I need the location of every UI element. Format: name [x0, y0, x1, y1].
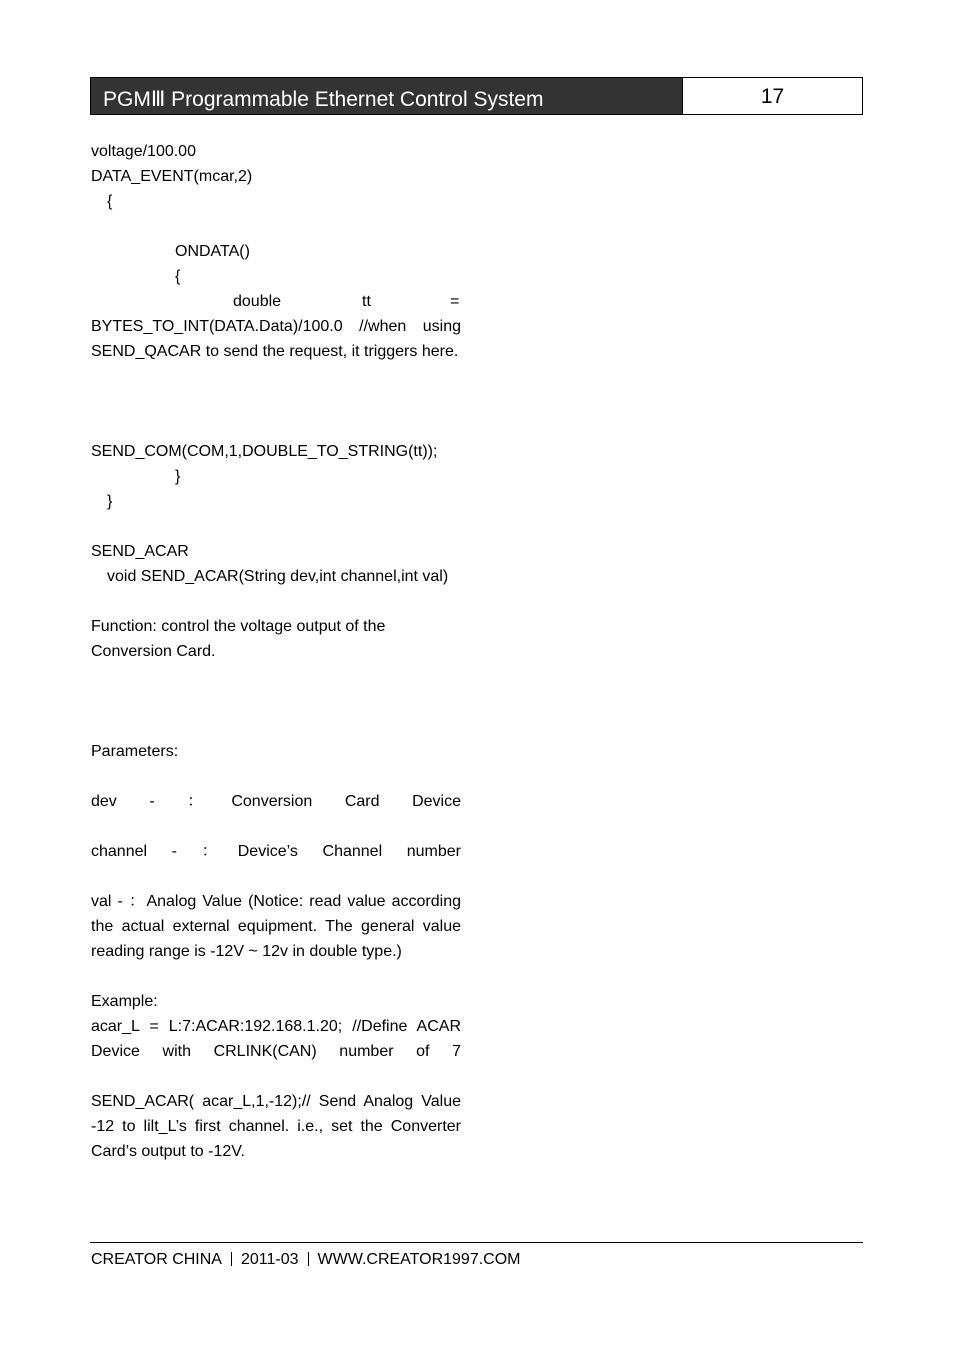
parameters-heading: Parameters: — [91, 743, 179, 760]
page-header — [90, 77, 863, 115]
code-line: { — [107, 193, 113, 210]
footer-separator — [308, 1252, 309, 1266]
code-token: double — [233, 293, 282, 310]
code-line: { — [175, 268, 181, 285]
parameter-dev: dev - ：Conversion Card Device — [91, 793, 461, 810]
code-token: = — [450, 293, 460, 310]
footer-separator — [231, 1252, 232, 1266]
page-number: 17 — [682, 78, 862, 114]
code-paragraph: BYTES_TO_INT(DATA.Data)/100.0 //when using SEND_QACAR to send the request, it triggers here. — [91, 318, 461, 360]
footer-rule — [90, 1242, 863, 1243]
code-line: } — [175, 468, 181, 485]
example-paragraph: SEND_ACAR( acar_L,1,-12);// Send Analog Value -12 to lilt_L’s first channel. i.e., set the Converter Card’s output to -12V. — [91, 1093, 461, 1160]
header-title: PGMⅢ Programmable Ethernet Control System — [91, 78, 682, 114]
footer-website: WWW.CREATOR1997.COM — [317, 1251, 521, 1268]
code-line: voltage/100.00 — [91, 143, 196, 160]
example-line: acar_L = L:7:ACAR:192.168.1.20; //Define ACAR — [91, 1018, 461, 1035]
example-line: Device with CRLINK(CAN) number of 7 — [91, 1043, 461, 1060]
code-line: } — [107, 493, 113, 510]
function-signature: void SEND_ACAR(String dev,int channel,int val) — [107, 568, 449, 585]
code-line: SEND_COM(COM,1,DOUBLE_TO_STRING(tt)); — [91, 443, 438, 460]
page-footer — [91, 1250, 521, 1270]
footer-date: 2011-03 — [240, 1251, 299, 1268]
parameter-val: val - ：Analog Value (Notice: read value according the actual external equipment. The general value reading range is -12V ~ 12v in double type.) — [91, 893, 461, 960]
function-description: Conversion Card. — [91, 643, 216, 660]
code-line: DATA_EVENT(mcar,2) — [91, 168, 253, 185]
function-description: Function: control the voltage output of the — [91, 618, 386, 635]
function-name: SEND_ACAR — [91, 543, 189, 560]
code-line: ONDATA() — [175, 243, 250, 260]
example-heading: Example: — [91, 993, 158, 1010]
parameter-channel: channel - ：Device’s Channel number — [91, 843, 461, 860]
footer-company: CREATOR CHINA — [91, 1251, 222, 1268]
code-token: tt — [362, 293, 371, 310]
